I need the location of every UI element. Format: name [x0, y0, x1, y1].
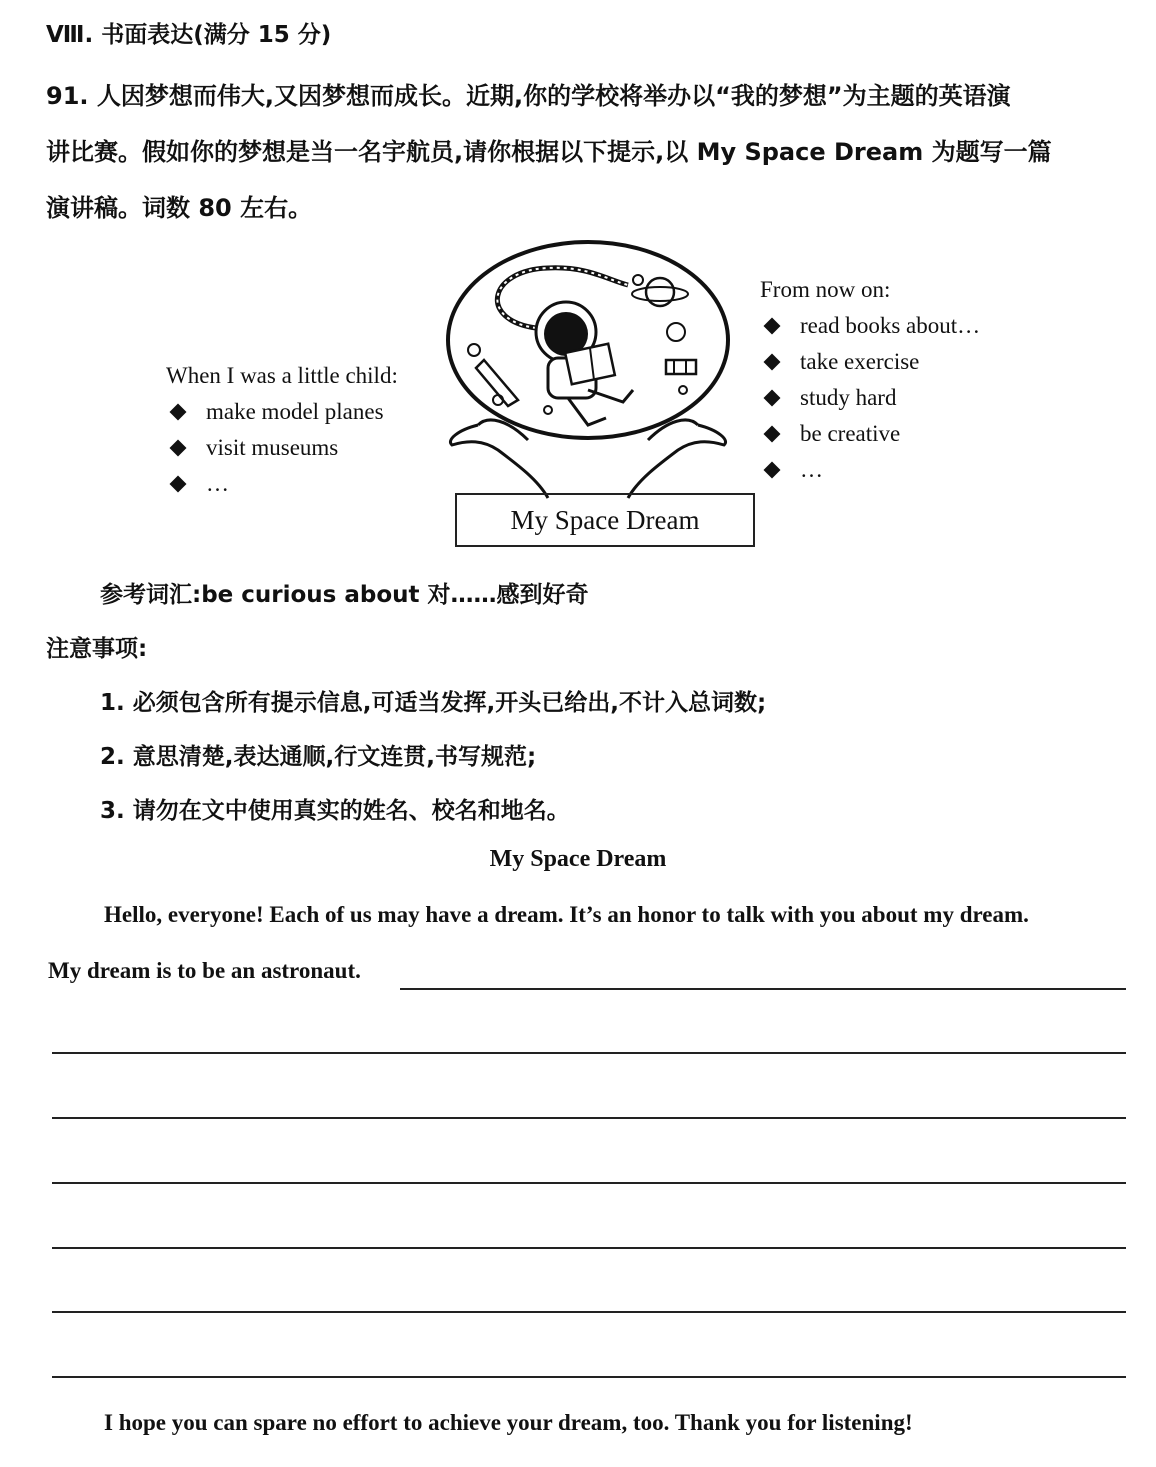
- list-item: study hard: [760, 380, 980, 416]
- essay-opening-line-1: Hello, everyone! Each of us may have a dream. It’s an honor to talk with you about my dream.: [104, 902, 1029, 927]
- list-item: be creative: [760, 416, 980, 452]
- diamond-bullet-icon: [764, 318, 781, 335]
- answer-line[interactable]: [52, 1052, 1126, 1054]
- answer-line[interactable]: [400, 988, 1126, 990]
- note-item: 2. 意思清楚,表达通顺,行文连贯,书写规范;: [100, 744, 537, 770]
- right-hints: [760, 272, 980, 488]
- list-item: …: [760, 452, 980, 488]
- list-item: visit museums: [166, 430, 398, 466]
- diamond-bullet-icon: [170, 440, 187, 457]
- essay-title: My Space Dream: [489, 846, 667, 872]
- answer-line[interactable]: [52, 1311, 1126, 1313]
- list-item: read books about…: [760, 308, 980, 344]
- answer-line[interactable]: [52, 1247, 1126, 1249]
- list-item: make model planes: [166, 394, 398, 430]
- diamond-bullet-icon: [764, 462, 781, 479]
- question-line-3: 演讲稿。词数 80 左右。: [46, 194, 313, 222]
- diamond-bullet-icon: [764, 390, 781, 407]
- diamond-bullet-icon: [170, 404, 187, 421]
- list-item: take exercise: [760, 344, 980, 380]
- note-item: 3. 请勿在文中使用真实的姓名、校名和地名。: [100, 798, 570, 824]
- picture-title-box: My Space Dream: [455, 493, 755, 547]
- question-line-2: 讲比赛。假如你的梦想是当一名宇航员,请你根据以下提示,以 My Space Dream 为题写一篇: [46, 138, 1052, 166]
- diamond-bullet-icon: [170, 476, 187, 493]
- question-prompt: [46, 68, 1116, 236]
- note-item: 1. 必须包含所有提示信息,可适当发挥,开头已给出,不计入总词数;: [100, 690, 767, 716]
- answer-line[interactable]: [52, 1182, 1126, 1184]
- right-hints-title: From now on:: [760, 277, 891, 302]
- astronaut-globe-hands-illustration: [438, 240, 738, 500]
- answer-line[interactable]: [52, 1117, 1126, 1119]
- reference-vocabulary: 参考词汇:be curious about 对……感到好奇: [100, 582, 589, 608]
- answer-line[interactable]: [52, 1376, 1126, 1378]
- diamond-bullet-icon: [764, 426, 781, 443]
- left-hints-title: When I was a little child:: [166, 363, 398, 388]
- essay-opening-line-2: My dream is to be an astronaut.: [48, 958, 361, 983]
- left-hints: [166, 358, 398, 502]
- section-title: Ⅷ. 书面表达(满分 15 分): [46, 22, 332, 48]
- diamond-bullet-icon: [764, 354, 781, 371]
- question-line-1: 91. 人因梦想而伟大,又因梦想而成长。近期,你的学校将举办以“我的梦想”为主题的英语演: [46, 82, 1011, 110]
- notes-title: 注意事项:: [46, 636, 148, 662]
- list-item: …: [166, 466, 398, 502]
- essay-closing-line: I hope you can spare no effort to achieve your dream, too. Thank you for listening!: [104, 1410, 913, 1435]
